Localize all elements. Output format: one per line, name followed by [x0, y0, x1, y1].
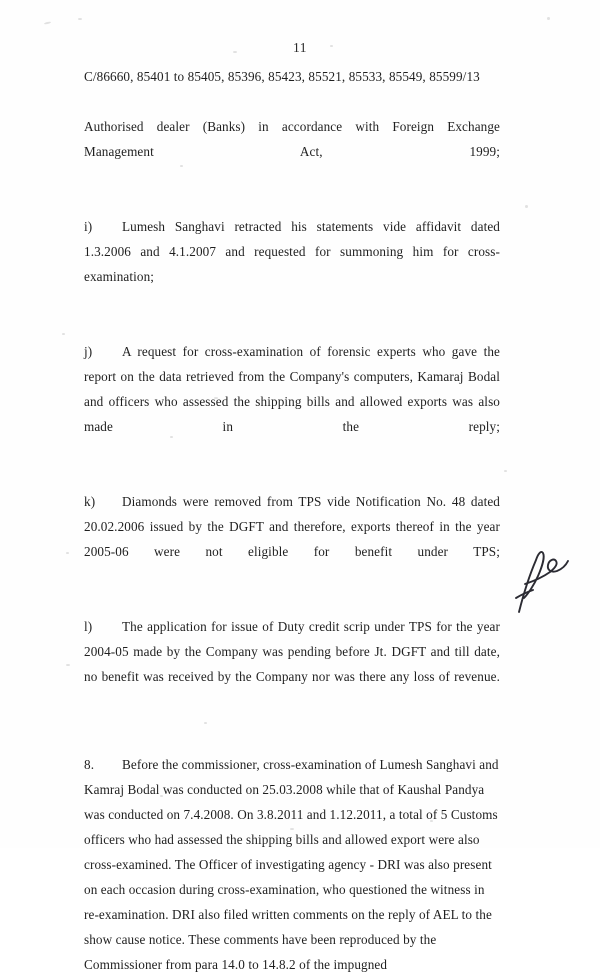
- paragraph-label-k: k): [84, 494, 96, 509]
- scan-speckle: [44, 21, 51, 24]
- page-number: 11: [293, 40, 307, 55]
- paragraph-item-i: [84, 214, 500, 314]
- paragraph-item-j: [84, 339, 500, 464]
- paragraph-text-i: Lumesh Sanghavi retracted his statements vide affidavit dated 1.3.2006 and 4.1.2007 and requested for summoning him for cross-examination;: [84, 219, 500, 284]
- paragraph-authorised-dealer: Authorised dealer (Banks) in accordance with Foreign Exchange Management Act, 1999;: [84, 119, 500, 159]
- paragraph-label-8: 8.: [84, 757, 95, 772]
- paragraph-label-i: i): [84, 219, 93, 234]
- handwritten-initial-annotation: [512, 540, 582, 620]
- scan-speckle: [525, 205, 528, 208]
- paragraph-text-j: A request for cross-examination of forensic experts who gave the report on the data retrieved from the Company's computers, Kamaraj Bodal and officers who assessed the shipping bills and allowed exports was also made in the reply;: [84, 344, 500, 434]
- paragraph-text-l: The application for issue of Duty credit scrip under TPS for the year 2004-05 made by the Company was pending before Jt. DGFT and till date, no benefit was received by the Company nor was there any loss of revenue.: [84, 619, 500, 684]
- case-reference: C/86660, 85401 to 85405, 85396, 85423, 85521, 85533, 85549, 85599/13: [84, 69, 480, 84]
- paragraph-text-8: Before the commissioner, cross-examination of Lumesh Sanghavi and Kamraj Bodal was conducted on 25.03.2008 while that of Kaushal Pandya was conducted on 7.4.2008. On 3.8.2011 and 1.12.2011, a total of 5 Customs officers who had assessed the shipping bills and allowed export were also cross-examined. The Officer of investigating agency - DRI was also present on each occasion during cross-examination, who questioned the witness in re-examination. DRI also filed written comments on the reply of AEL to the show cause notice. These comments have been reproduced by the Commissioner from para 14.0 to 14.8.2 of the impugned: [84, 757, 499, 972]
- scan-speckle: [547, 17, 550, 20]
- scan-speckle: [62, 333, 65, 335]
- document-body: [84, 64, 500, 977]
- scan-speckle: [78, 18, 82, 20]
- paragraph-label-l: l): [84, 619, 93, 634]
- paragraph-text-k: Diamonds were removed from TPS vide Notification No. 48 dated 20.02.2006 issued by the DGFT and therefore, exports thereof in the year 2005-06 were not eligible for benefit under TPS;: [84, 494, 500, 559]
- scan-speckle: [66, 552, 69, 554]
- paragraph-label-j: j): [84, 344, 93, 359]
- scan-speckle: [504, 470, 507, 472]
- paragraph-item-k: [84, 489, 500, 589]
- paragraph-item-8: [84, 752, 500, 977]
- scan-speckle: [66, 664, 70, 666]
- paragraph-item-l: [84, 614, 500, 714]
